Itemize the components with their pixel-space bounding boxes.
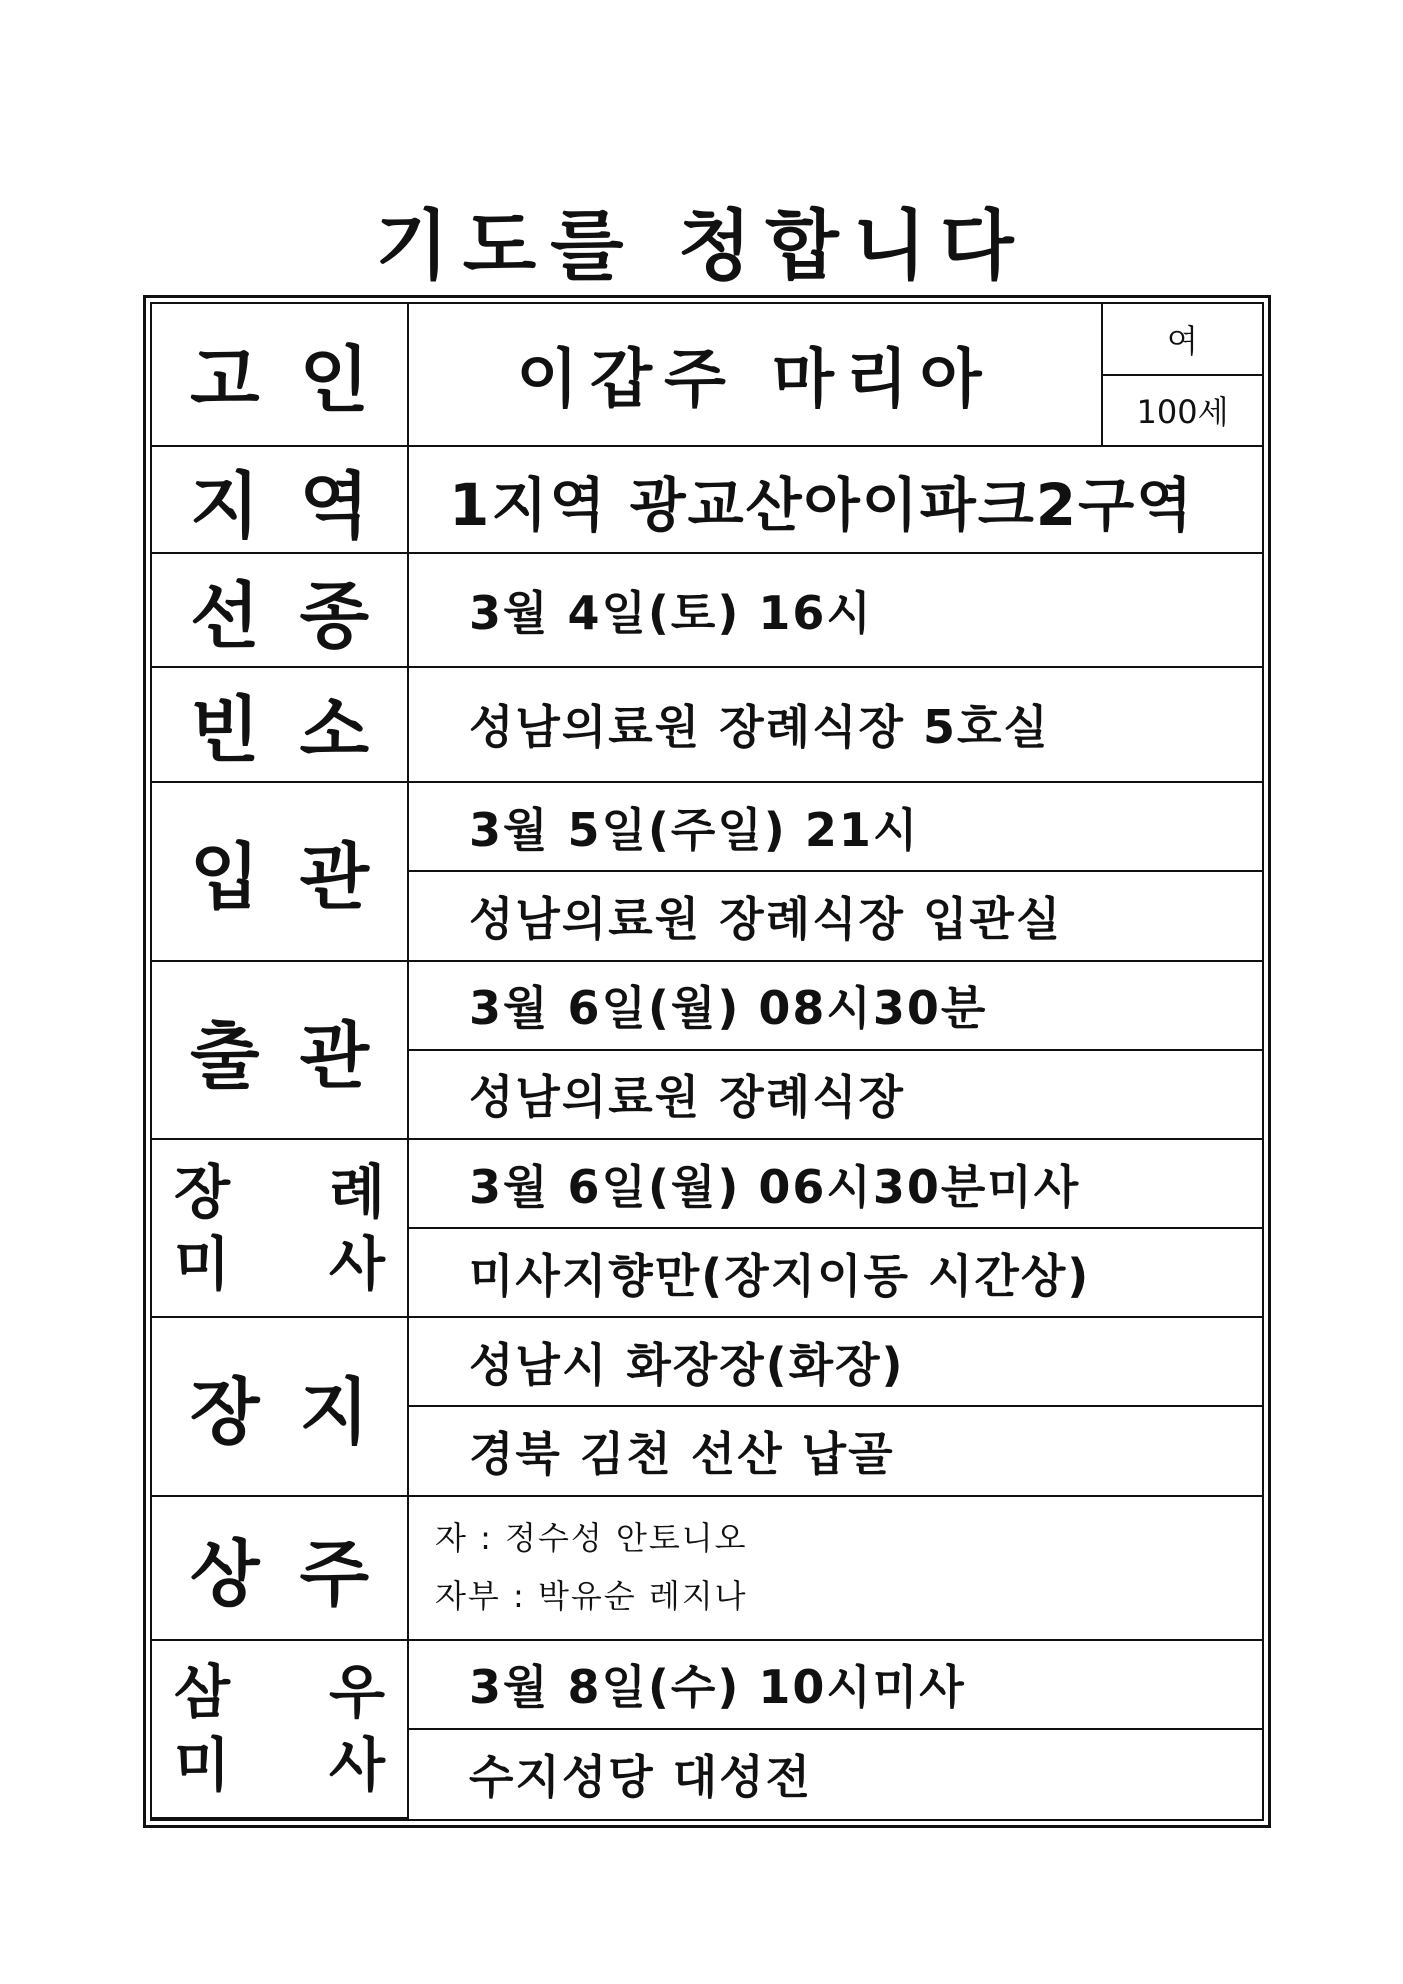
burial-line1: 성남시 화장장(화장): [408, 1317, 1262, 1406]
third-day-mass-place: 수지성당 대성전: [408, 1729, 1262, 1818]
label-third-day-mass: 삼 우 미 사: [152, 1640, 408, 1818]
departure-time: 3월 6일(월) 08시30분: [408, 961, 1262, 1050]
deceased-name: 이갑주 마리아: [408, 304, 1102, 446]
label-burial: 장 지: [152, 1317, 408, 1495]
mortuary-value: 성남의료원 장례식장 5호실: [408, 667, 1262, 783]
encoffin-time: 3월 5일(주일) 21시: [408, 782, 1262, 871]
label-mortuary: 빈 소: [152, 667, 408, 783]
deceased-gender: 여: [1102, 304, 1262, 375]
deceased-age: 100세: [1102, 375, 1262, 446]
burial-line2: 경북 김천 선산 납골: [408, 1406, 1262, 1495]
third-day-mass-time: 3월 8일(수) 10시미사: [408, 1640, 1262, 1729]
death-time: 3월 4일(토) 16시: [408, 553, 1262, 666]
mourner-daughter-in-law: 자부 : 박유순 레지나: [435, 1576, 748, 1615]
notice-table-wrapper: [150, 302, 1264, 1821]
chief-mourner-list: [408, 1496, 1262, 1640]
funeral-notice-table: [152, 304, 1262, 1819]
encoffin-place: 성남의료원 장례식장 입관실: [408, 871, 1262, 960]
funeral-mass-note: 미사지향만(장지이동 시간상): [408, 1228, 1262, 1317]
departure-place: 성남의료원 장례식장: [408, 1050, 1262, 1139]
label-deceased: 고 인: [152, 304, 408, 446]
page-title: 기도를 청합니다: [375, 201, 1028, 290]
notice-frame: [143, 295, 1271, 1828]
label-death: 선 종: [152, 553, 408, 666]
label-funeral-mass: 장 례 미 사: [152, 1139, 408, 1317]
mourner-son: 자 : 정수성 안토니오: [435, 1518, 748, 1557]
label-departure: 출 관: [152, 961, 408, 1139]
label-chief-mourner: 상 주: [152, 1496, 408, 1640]
region-value: 1지역 광교산아이파크2구역: [408, 446, 1262, 553]
label-region: 지 역: [152, 446, 408, 553]
label-encoffin: 입 관: [152, 782, 408, 960]
funeral-mass-time: 3월 6일(월) 06시30분미사: [408, 1139, 1262, 1228]
